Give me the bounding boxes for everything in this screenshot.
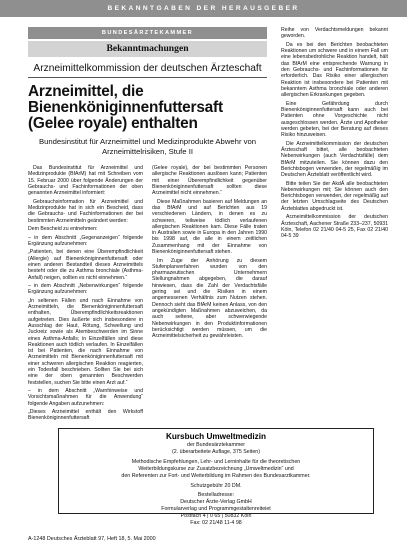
body-column-3: [281, 27, 388, 242]
paragraph: Da es bei den Berichten beobachteten Reaktionen um schwere und in einem Fall um eine lebensbedrohliche Reaktion handelt, hält das BfArM eine entsprechende Warnung in den Gebrauchs- und Fachinformationen für erforderlich. Das Risiko einer allergischen Reaktion ist insbesondere bei Patienten mit bekanntem Asthma bronchiale oder anderen allergischen Erkrankungen gegeben.: [281, 41, 388, 99]
paragraph: „Dieses Arzneimittel enthält den Wirkstoff Bienenköniginnenfuttersaft: [28, 409, 143, 422]
article-title: Arzneimittel, die Bienenköniginnenfuttersaft (Gelee royale) enthalten: [28, 83, 223, 132]
ad-box-line: Weiterbildungskurse zur Zusatzbezeichnung „Umweltmedizin“ und: [138, 465, 294, 472]
paragraph: Im Zuge der Anhörung zu diesem Stufenplanverfahren wurden von den pharmazeutischen Unternehmern Stellungnahmen abgegeben, die darauf hinwiesen, dass die Zahl der Verdachtsfälle gering sei und die Risiken in einem angemessenen Verhältnis zum Nutzen stehen. Dennoch sieht das BfArM keinen Anlass, von den angekündigten Maßnahmen abzuweichen, da auch seltene, aber schwerwiegende Nebenwirkungen in den Produktinformationen berücksichtigt werden müssen, um die Arzneimittelsicherheit zu gewährleisten.: [152, 257, 267, 340]
paragraph: „Patienten, bei denen eine Überempfindlichkeit (Allergie) auf Bienenköniginnenfuttersaft oder einen anderen Bestandteil dieses Arzneimittels besteht oder die zu Asthma bronchiale (Asthma-Anfall) neigen, sollten es nicht einnehmen.“: [28, 249, 143, 281]
ad-box-line: Methodische Empfehlungen, Lehr- und Lerninhalte für die theoretischen: [131, 458, 301, 465]
ad-box-line: den Referenten zur Fort- und Weiterbildung im Rahmen des Bundesarztkammer.: [121, 472, 311, 479]
paragraph: Arzneimittelkommission der deutschen Ärzteschaft, Aachener Straße 233–237, 50931 Köln, Telefon 02 21/40 04-5 25, Fax 02 21/40 04-5 39: [281, 214, 388, 240]
article-main: [28, 27, 267, 424]
section-organization-bar: BUNDESÄRZTEKAMMER: [28, 27, 267, 39]
page-footer: A-1248 Deutsches Ärzteblatt 97, Heft 18, 5. Mai 2000: [28, 536, 156, 542]
ad-box-line: Postfach 4 | 0 65 | 50832 Köln: [180, 513, 252, 520]
ad-box-kursbuch: [58, 428, 374, 527]
ad-box-line: Formularverlag und Programmgestaltenreiteiet: [161, 506, 271, 513]
paragraph: – in dem Abschnitt „Warnhinweise und Vorsichtsmaßnahmen für die Anwendung“ folgende Angaben aufzunehmen:: [28, 388, 143, 407]
paragraph: Dem Bescheid zu entnehmen:: [28, 226, 98, 233]
ad-box-line: Fax: 02 21/48 11-4 98: [190, 520, 242, 527]
body-column-1: [28, 165, 143, 424]
paragraph: (Gelee royale), der bei bestimmten Personen allergische Reaktionen auslösen kann; Patienten mit einer Überempfindlichkeit gegenüber Bienenköniginnenfuttersaft sollten diese Arzneimittel nicht einnehmen.“: [152, 165, 267, 197]
paragraph: Die Arzneimittelkommission der deutschen Ärzteschaft bittet, alle beobachteten Nebenwirkungen (auch Verdachtsfälle) dem BfArM mitzuteilen. Sie können dazu den Berichtsbogen verwenden, der regelmäßig im Deutschen Ärzteblatt veröffentlicht wird.: [281, 140, 388, 179]
paragraph: – in dem Abschnitt „Nebenwirkungen“ folgende Ergänzung aufzunehmen:: [28, 282, 143, 296]
article-body-columns: [28, 165, 267, 424]
ad-box-line: Bestelladresse:: [197, 492, 235, 499]
subsection-title: Bekanntmachungen: [28, 41, 267, 57]
paragraph: „In seltenen Fällen und nach Einnahme von Arzneimitteln, die Bienenköniginnenfuttersaft enthalten, Überempfindlichkeitsreaktionen aufgetreten. Dies äußerte sich insbesondere in Ausschlag der Haut, Rötung, Schwellung und Juckreiz sowie als Atembeschwerden im Sinne eines Asthma-Anfalls; in Einzelfällen sind diese Reaktionen auch tödlich verlaufen. In Einzelfällen ist bei Patienten, die nach Einnahme von Arzneimitteln mit Bienenköniginnenfuttersaft mit einer schweren allergischen Reaktion reagierten, ein Todesfall beschrieben. Sollten Sie bei sich eine der oben genannten Beschwerden feststellen, suchen Sie bitte einen Arzt auf.“: [28, 297, 143, 386]
ad-box-line: Deutscher Ärzte-Verlag GmbH: [180, 499, 252, 506]
paragraph: Bitte teilen Sie der AkdÄ alle beobachteten Nebenwirkungen mit; Sie können auch den Berichtsbogen verwenden, der regelmäßig auf der letzten Umschlagseite des Deutschen Ärzteblattes abgedruckt ist.: [281, 180, 388, 212]
paragraph: Diese Maßnahmen basieren auf Meldungen an das BfArM und auf Berichten aus 19 verschiedenen Ländern, in denen es zu schweren, teilweise tödlich verlaufenen allergischen Reaktionen kam. Diese Fälle traten in Australien sowie in Europa in den Jahren 1990 bis 1998 auf, die alle in einem zeitlichen Zusammenhang mit der Einnahme von Bienenköniginnenfuttersaft stehen.: [152, 198, 267, 256]
body-column-2: [152, 165, 267, 424]
paragraph: Das Bundesinstitut für Arzneimittel und Medizinprodukte (BfArM) hat mit Schreiben vom 15. Februar 2000 über folgende Änderungen der Gebrauchs- und Fachinformationen der oben genannten Arzneimittel informiert:: [28, 165, 143, 197]
page-header-band: BEKANNTGABEN DER HERAUSGEBER: [0, 0, 407, 17]
ad-box-price: Schutzgebühr 20 DM.: [190, 482, 242, 489]
paragraph: Eine Gefährdung durch Bienenköniginnenfuttersaft kann auch bei Patienten ohne Vorgeschichte nicht ausgeschlossen werden. Ärzte und Apotheker werden gebeten, bei der Beratung auf dieses Risiko hinzuweisen.: [281, 100, 388, 139]
ad-box-line: (2. überarbeitete Auflage, 375 Seiten): [171, 448, 261, 455]
paragraph: Gebrauchsinformation für Arzneimittel und Medizinprodukte hat in sich ein Bescheid, dass die Gebrauchs- und Fachinformationen der bei bestimmten Arzneimitteln geändert werden:: [28, 198, 143, 224]
commission-heading: Arzneimittelkommission der deutschen Ärzteschaft: [28, 63, 267, 78]
paragraph: Reihe von Verdachtsmeldungen bekannt geworden.: [281, 27, 388, 40]
ad-box-line: der Bundesärztekammer: [187, 442, 245, 448]
ad-box-title: Kursbuch Umweltmedizin: [165, 432, 267, 441]
paragraph: – in dem Abschnitt „Gegenanzeigen“ folgende Ergänzung aufzunehmen:: [28, 234, 143, 247]
article-authority: Bundesinstitut für Arzneimittel und Medizinprodukte Abwehr von Arzneimittelrisiken, Stufe II: [38, 137, 257, 156]
